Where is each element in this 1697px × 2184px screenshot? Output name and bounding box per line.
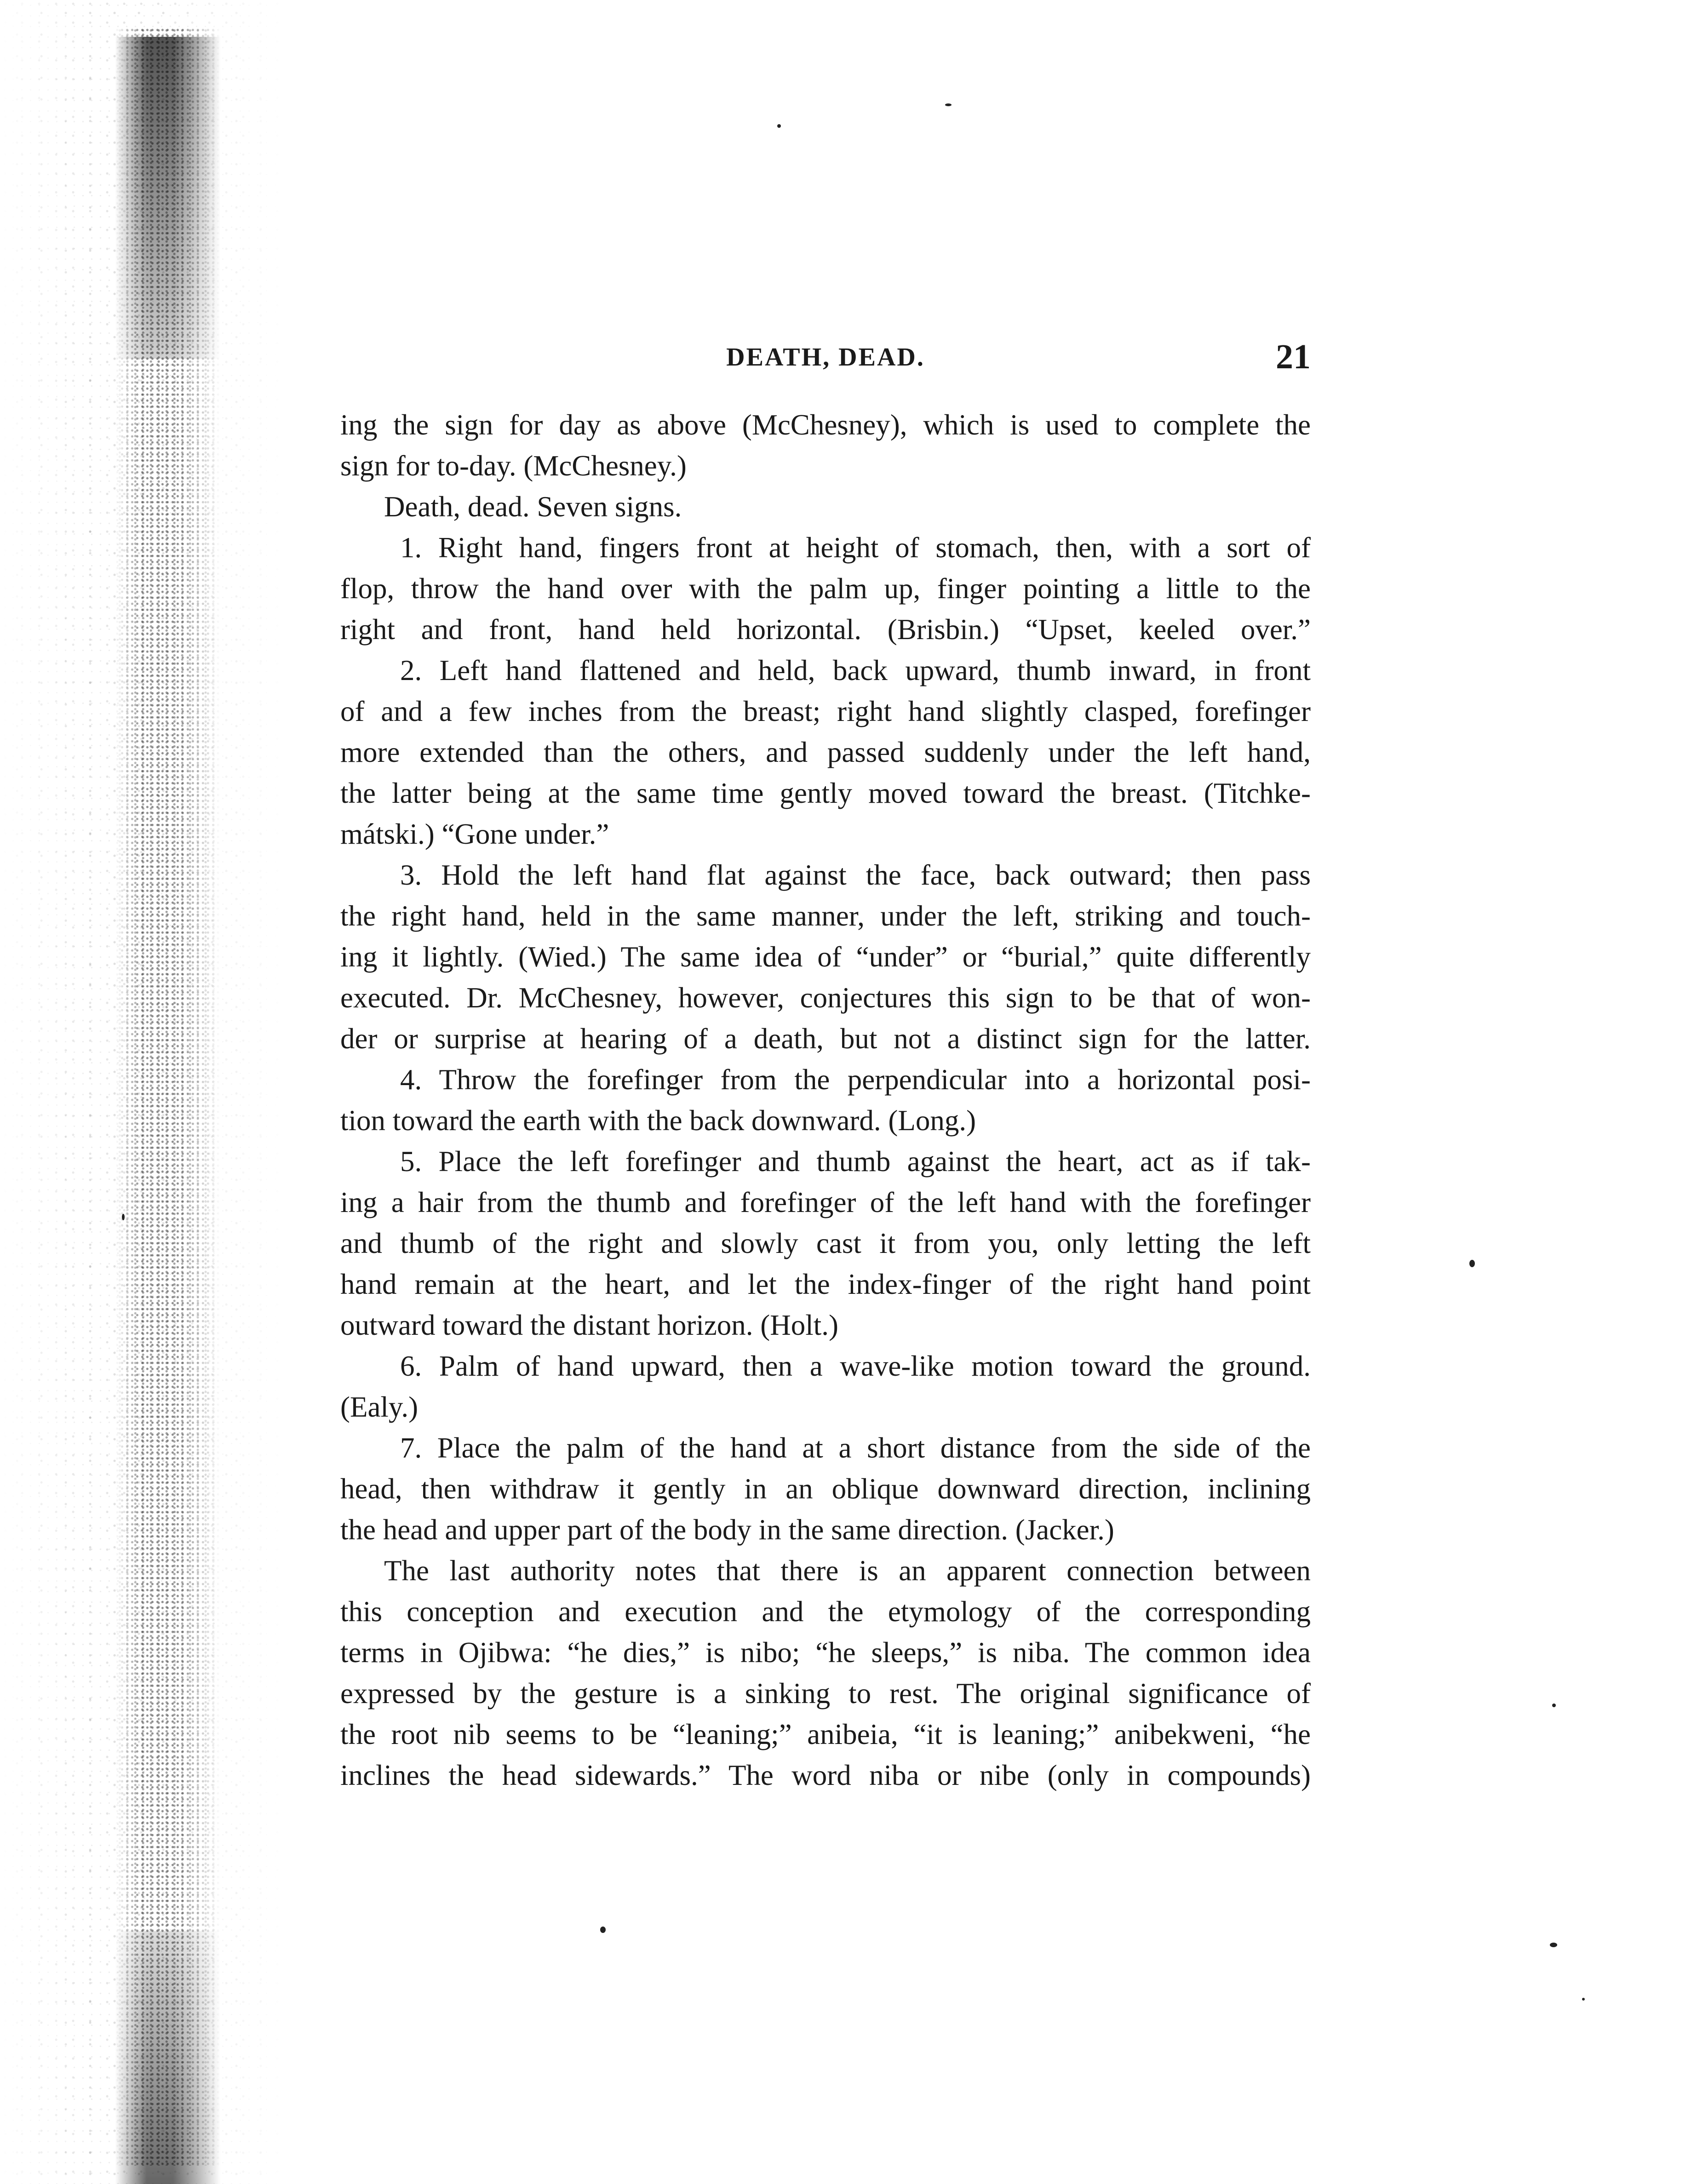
scan-speck bbox=[1582, 1998, 1585, 2001]
scan-speck bbox=[777, 124, 781, 128]
text-line: The last authority notes that there is an apparent connection between bbox=[384, 1555, 1311, 1587]
text-line: 1. Right hand, fingers front at height of stomach, then, with a sort of bbox=[400, 532, 1311, 564]
scan-speck bbox=[1552, 1704, 1556, 1707]
text-line: expressed by the gesture is a sinking to rest. The original significance of bbox=[340, 1677, 1311, 1709]
text-line: 3. Hold the left hand flat against the face, back outward; then pass bbox=[400, 859, 1311, 891]
text-line: flop, throw the hand over with the palm up, finger pointing a little to the bbox=[340, 572, 1311, 605]
text-line: tion toward the earth with the back downward. (Long.) bbox=[340, 1104, 976, 1137]
text-line: Death, dead. Seven signs. bbox=[384, 491, 682, 523]
text-line: more extended than the others, and passed suddenly under the left hand, bbox=[340, 736, 1311, 768]
body-text bbox=[340, 405, 1311, 1796]
text-line: sign for to-day. (McChesney.) bbox=[340, 450, 687, 482]
text-line: 5. Place the left forefinger and thumb against the heart, act as if tak- bbox=[400, 1145, 1311, 1178]
scan-speck bbox=[1550, 1943, 1557, 1947]
text-line: hand remain at the heart, and let the index-finger of the right hand point bbox=[340, 1268, 1311, 1300]
running-head bbox=[340, 337, 1311, 393]
text-line: der or surprise at hearing of a death, but not a distinct sign for the latter. bbox=[340, 1023, 1311, 1055]
text-line: head, then withdraw it gently in an oblique downward direction, inclining bbox=[340, 1473, 1311, 1505]
text-line: 2. Left hand flattened and held, back upward, thumb inward, in front bbox=[400, 654, 1311, 686]
text-line: ing the sign for day as above (McChesney), which is used to complete the bbox=[340, 409, 1311, 441]
text-line: and thumb of the right and slowly cast it from you, only letting the left bbox=[340, 1227, 1311, 1259]
text-line: outward toward the distant horizon. (Holt.) bbox=[340, 1309, 838, 1341]
text-line: 6. Palm of hand upward, then a wave-like motion toward the ground. bbox=[400, 1350, 1311, 1382]
scan-speck bbox=[600, 1927, 606, 1933]
scan-speck bbox=[122, 1214, 125, 1220]
text-line: this conception and execution and the etymology of the corresponding bbox=[340, 1595, 1311, 1628]
text-line: of and a few inches from the breast; right hand slightly clasped, forefinger bbox=[340, 695, 1311, 727]
text-line: 7. Place the palm of the hand at a short distance from the side of the bbox=[400, 1432, 1311, 1464]
text-line: mátski.) “Gone under.” bbox=[340, 818, 609, 850]
text-line: ing a hair from the thumb and forefinger of the left hand with the forefinger bbox=[340, 1186, 1311, 1218]
text-line: (Ealy.) bbox=[340, 1391, 419, 1423]
scan-speck bbox=[945, 103, 952, 106]
text-line: terms in Ojibwa: “he dies,” is nibo; “he sleeps,” is niba. The common idea bbox=[340, 1636, 1311, 1669]
text-line: ing it lightly. (Wied.) The same idea of “under” or “burial,” quite differently bbox=[340, 941, 1311, 973]
scan-gutter-bottom bbox=[115, 1931, 221, 2184]
page-number: 21 bbox=[1276, 337, 1311, 376]
text-line: executed. Dr. McChesney, however, conjectures this sign to be that of won- bbox=[340, 982, 1311, 1014]
text-line: the head and upper part of the body in the same direction. (Jacker.) bbox=[340, 1514, 1114, 1546]
text-line: the root nib seems to be “leaning;” anibeia, “it is leaning;” anibekweni, “he bbox=[340, 1718, 1311, 1750]
scan-speck bbox=[1469, 1260, 1475, 1267]
text-line: 4. Throw the forefinger from the perpendicular into a horizontal posi- bbox=[400, 1063, 1311, 1096]
running-title: DEATH, DEAD. bbox=[726, 343, 925, 372]
text-line: inclines the head sidewards.” The word niba or nibe (only in compounds) bbox=[340, 1759, 1311, 1791]
text-line: the latter being at the same time gently moved toward the breast. (Titchke- bbox=[340, 777, 1311, 809]
text-line: the right hand, held in the same manner, under the left, striking and touch- bbox=[340, 900, 1311, 932]
scan-gutter-top bbox=[115, 37, 221, 359]
text-line: right and front, hand held horizontal. (Brisbin.) “Upset, keeled over.” bbox=[340, 613, 1311, 646]
